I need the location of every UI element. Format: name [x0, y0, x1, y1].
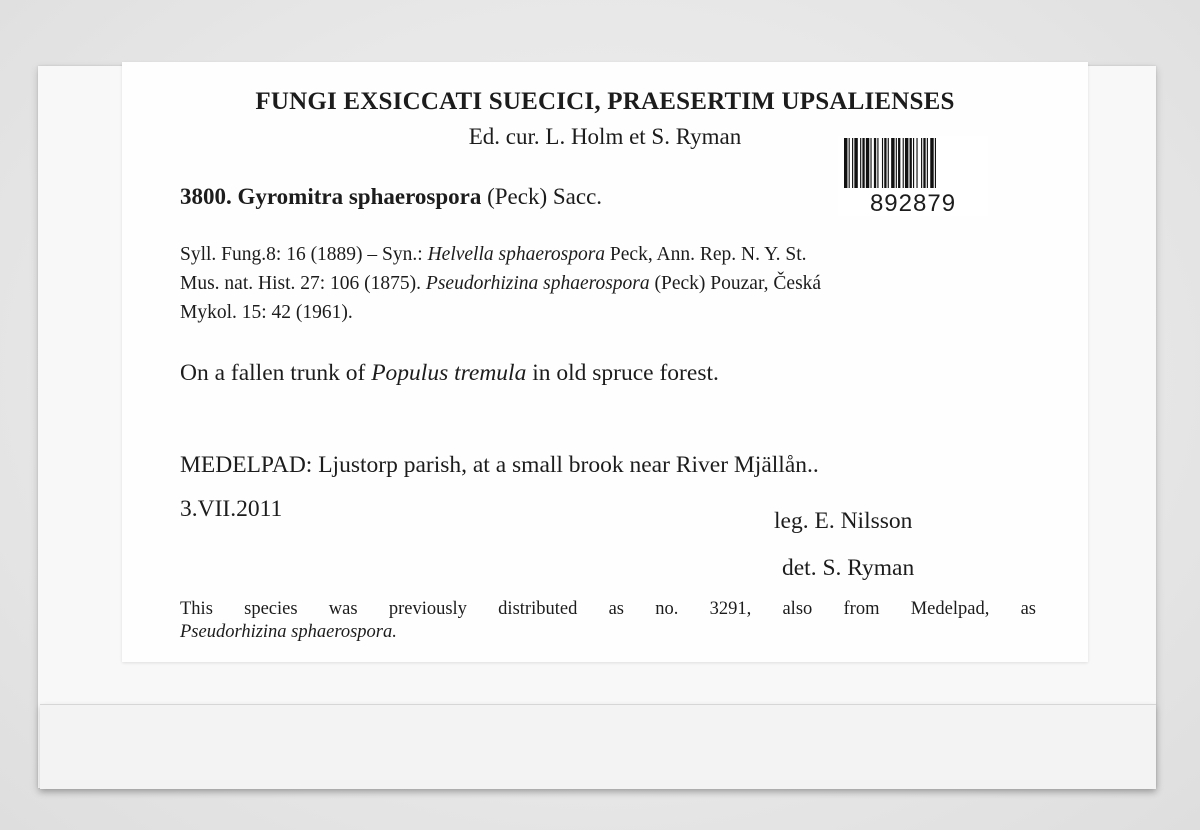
specimen-authority: (Peck) Sacc.	[481, 184, 603, 209]
host-name: Populus tremula	[371, 360, 527, 386]
specimen-barcode	[838, 136, 988, 216]
specimen-heading	[180, 184, 602, 210]
synonymy-text: Mus. nat. Hist. 27: 106 (1875).	[180, 273, 426, 294]
barcode-bar	[874, 138, 876, 188]
barcode-bar	[916, 138, 917, 188]
habitat-line	[180, 360, 719, 387]
barcode-bar	[923, 138, 925, 188]
barcode-bar	[891, 138, 894, 188]
exsiccata-label	[122, 62, 1088, 662]
barcode-bar	[898, 138, 900, 188]
barcode-bar	[921, 138, 922, 188]
barcode-bar	[913, 138, 914, 188]
barcode-bar	[935, 138, 936, 188]
distribution-note: This species was previously distributed as no. 3291, also from Medelpad, as	[180, 599, 1036, 619]
synonymy-text: (Peck) Pouzar, Česká	[649, 273, 822, 294]
barcode-bar	[849, 138, 850, 188]
determiner: det. S. Ryman	[782, 555, 915, 581]
editors-line: Ed. cur. L. Holm et S. Ryman	[468, 124, 742, 149]
specimen-number-and-name: 3800. Gyromitra sphaerospora	[180, 184, 482, 209]
barcode-bar	[866, 138, 869, 188]
barcode-bar	[927, 138, 928, 188]
habitat-text: On a fallen trunk of	[180, 360, 372, 386]
synonym-name: Helvella sphaerospora	[427, 244, 606, 265]
barcode-bar	[877, 138, 878, 188]
barcode-number: 892879	[869, 190, 957, 217]
synonymy-line-3: Mykol. 15: 42 (1961).	[180, 302, 353, 323]
synonymy-text: Syll. Fung.8: 16 (1889) – Syn.:	[180, 244, 428, 265]
barcode-bar	[903, 138, 904, 188]
barcode-bar	[888, 138, 889, 188]
barcode-bar	[862, 138, 864, 188]
synonymy-line-2	[180, 269, 1000, 298]
collection-date: 3.VII.2011	[180, 496, 283, 522]
synonymy-text: Peck, Ann. Rep. N. Y. St.	[605, 244, 807, 265]
synonymy-line-1	[180, 240, 1000, 269]
barcode-bar	[860, 138, 861, 188]
barcode-bars	[842, 136, 984, 192]
locality-line: MEDELPAD: Ljustorp parish, at a small brook near River Mjällån..	[180, 452, 819, 478]
barcode-bar	[854, 138, 857, 188]
distribution-note-taxon: Pseudorhizina sphaerospora.	[180, 622, 397, 642]
habitat-text: in old spruce forest.	[526, 360, 719, 386]
barcode-bar	[844, 138, 847, 188]
synonymy-block	[180, 240, 1000, 327]
barcode-bar	[930, 138, 933, 188]
barcode-bar	[905, 138, 908, 188]
barcode-bar	[910, 138, 912, 188]
barcode-bar	[896, 138, 897, 188]
barcode-bar	[884, 138, 886, 188]
collector: leg. E. Nilsson	[774, 508, 913, 534]
barcode-bar	[882, 138, 883, 188]
series-title: FUNGI EXSICCATI SUECICI, PRAESERTIM UPSALIENSES	[255, 88, 955, 115]
barcode-bar	[870, 138, 871, 188]
barcode-bar	[852, 138, 853, 188]
synonym-name: Pseudorhizina sphaerospora	[425, 273, 650, 294]
envelope-flap	[40, 704, 1156, 789]
